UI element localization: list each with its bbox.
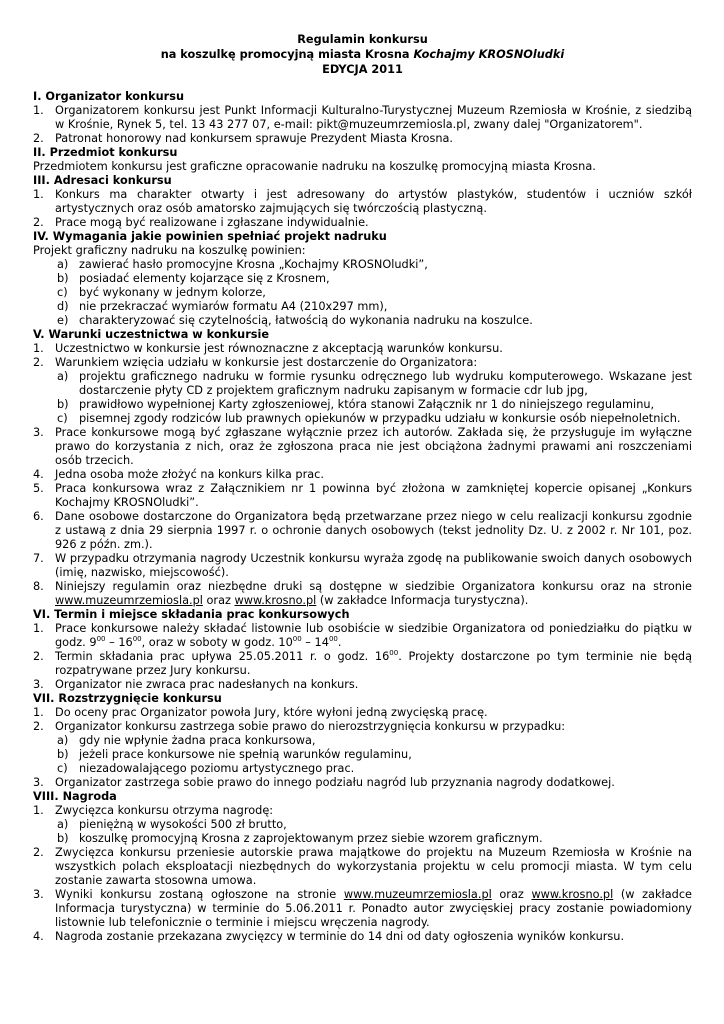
list-item: 7. W przypadku otrzymania nagrody Uczestnik konkursu wyraża zgodę na publikowanie swoich danych osobowych (imię, nazwisko, miejscowość). — [33, 552, 692, 579]
list-item: 2. Warunkiem wzięcia udziału w konkursie jest dostarczenie do Organizatora: — [33, 356, 478, 369]
section-7-list-continued — [33, 776, 692, 790]
section-heading-4: IV. Wymagania jakie powinien spełniać projekt nadruku — [33, 230, 387, 243]
section-heading-8: VIII. Nagroda — [33, 790, 117, 803]
list-item: 1. Organizatorem konkursu jest Punkt Informacji Kulturalno-Turystycznej Muzeum Rzemiosła w Krośnie, z siedzibą w Krośnie, Rynek 5, tel. 13 43 277 07, e-mail: pikt@muzeumrzemiosla.pl, zwany dalej "Organizatorem". — [33, 104, 692, 131]
list-item: a) projektu graficznego nadruku w formie rysunku odręcznego lub wydruku komputerowego. Wskazane jest dostarczenie płyty CD z projektem graficznym nadruku zapisanym w formacie cdr lub jpg, — [57, 370, 692, 397]
section-6-list — [33, 622, 692, 692]
list-item: 1. Uczestnictwo w konkursie jest równoznaczne z akceptacją warunków konkursu. — [33, 342, 503, 355]
list-item: a) gdy nie wpłynie żadna praca konkursowa, — [57, 734, 316, 747]
museum-website-link[interactable]: www.muzeumrzemiosla.pl — [343, 888, 492, 901]
list-item: b) prawidłowo wypełnionej Karty zgłoszeniowej, która stanowi Załącznik nr 1 do niniejszego regulaminu, — [57, 398, 655, 411]
list-item: 1. Prace konkursowe należy składać listownie lub osobiście w siedzibie Organizatora od poniedziałku do piątku w godz. $9^{00} - 16^{00}$, oraz w soboty w godz. $10^{00} - 14^{00}$. — [33, 622, 692, 649]
krosno-website-link[interactable]: www.krosno.pl — [531, 888, 614, 901]
section-4-intro: Projekt graficzny nadruku na koszulkę powinien: — [33, 244, 306, 257]
section-5-list — [33, 342, 692, 370]
list-item: 1. Zwycięzca konkursu otrzyma nagrodę: — [33, 804, 274, 817]
list-item: 3. Wyniki konkursu zostaną ogłoszone na stronie www.muzeumrzemiosla.pl oraz www.krosno.pl (w zakładce Informacja turystyczna) w terminie do 5.06.2011 r. Ponadto autor zwycięskiej pracy zostanie powiadomiony listownie lub telefonicznie o terminie i miejscu wręczenia nagrody. — [33, 888, 692, 929]
section-3-list — [33, 188, 692, 230]
section-7-sublist — [33, 734, 692, 776]
list-item: c) być wykonany w jednym kolorze, — [57, 286, 266, 299]
list-item: 1. Konkurs ma charakter otwarty i jest adresowany do artystów plastyków, studentów i uczniów szkół artystycznych oraz osób amatorsko zajmujących się twórczością plastyczną. — [33, 188, 692, 215]
list-item: 2. Zwycięzca konkursu przeniesie autorskie prawa majątkowe do projektu na Muzeum Rzemiosła w Krośnie na wszystkich polach eksploatacji niezbędnych do wykorzystania projektu w celu promocji miasta. W tym celu zostanie zawarta stosowna umowa. — [33, 846, 692, 887]
list-item: 8. Niniejszy regulamin oraz niezbędne druki są dostępne w siedzibie Organizatora konkursu oraz na stronie www.muzeumrzemiosla.pl oraz www.krosno.pl (w zakładce Informacja turystyczna). — [33, 580, 692, 607]
list-item: 4. Jedna osoba może złożyć na konkurs kilka prac. — [33, 468, 324, 481]
list-item: b) koszulkę promocyjną Krosna z zaprojektowanym przez siebie wzorem graficznym. — [57, 832, 543, 845]
list-item: 5. Praca konkursowa wraz z Załącznikiem nr 1 powinna być złożona w zamkniętej kopercie opisanej „Konkurs Kochajmy KROSNOludki”. — [33, 482, 692, 509]
section-heading-1: I. Organizator konkursu — [33, 90, 184, 103]
section-5-sublist — [33, 370, 692, 426]
section-2-text: Przedmiotem konkursu jest graficzne opracowanie nadruku na koszulkę promocyjną miasta Krosna. — [33, 160, 596, 173]
list-item: 2. Termin składania prac upływa 25.05.2011 r. o godz. $16^{00}$. Projekty dostarczone po tym terminie nie będą rozpatrywane przez Jury konkursu. — [33, 649, 692, 677]
list-item: b) posiadać elementy kojarzące się z Krosnem, — [57, 272, 330, 285]
list-item: 1. Do oceny prac Organizator powoła Jury, które wyłoni jedną zwycięską pracę. — [33, 706, 488, 719]
list-item: 6. Dane osobowe dostarczone do Organizatora będą przetwarzane przez niego w celu realizacji konkursu zgodnie z ustawą z dnia 29 sierpnia 1997 r. o ochronie danych osobowych (tekst jednolity Dz. U. z 2002 r. Nr 101, poz. 926 z późn. zm.). — [33, 510, 692, 551]
section-heading-7: VII. Rozstrzygnięcie konkursu — [33, 692, 222, 705]
section-heading-6: VI. Termin i miejsce składania prac konkursowych — [33, 608, 350, 621]
section-7-list — [33, 706, 692, 734]
museum-website-link[interactable]: www.muzeumrzemiosla.pl — [55, 594, 203, 607]
section-heading-2: II. Przedmiot konkursu — [33, 146, 178, 159]
section-8-list — [33, 804, 692, 818]
list-item: a) zawierać hasło promocyjne Krosna „Kochajmy KROSNOludki”, — [57, 258, 428, 271]
list-item: d) nie przekraczać wymiarów formatu A4 (210x297 mm), — [57, 300, 388, 313]
list-item: e) charakteryzować się czytelnością, łatwością do wykonania nadruku na koszulce. — [57, 314, 533, 327]
section-4-list — [33, 258, 692, 328]
section-heading-3: III. Adresaci konkursu — [33, 174, 172, 187]
list-item: c) niezadowalającego poziomu artystycznego prac. — [57, 762, 355, 775]
section-heading-5: V. Warunki uczestnictwa w konkursie — [33, 328, 270, 341]
list-item: b) jeżeli prace konkursowe nie spełnią warunków regulaminu, — [57, 748, 412, 761]
title-line-2: na koszulkę promocyjną miasta Krosna Kochajmy KROSNOludki — [160, 48, 565, 61]
list-item: 2. Patronat honorowy nad konkursem sprawuje Prezydent Miasta Krosna. — [33, 132, 454, 145]
list-item: 3. Organizator nie zwraca prac nadesłanych na konkurs. — [33, 678, 359, 691]
list-item: a) pieniężną w wysokości 500 zł brutto, — [57, 818, 287, 831]
list-item: c) pisemnej zgody rodziców lub prawnych opiekunów w przypadku udziału w konkursie osób niepełnoletnich. — [57, 412, 681, 425]
section-1-list — [33, 104, 692, 146]
section-8-sublist — [33, 818, 692, 846]
title-line-3: EDYCJA 2011 — [322, 63, 403, 76]
list-item: 2. Prace mogą być realizowane i zgłaszane indywidualnie. — [33, 216, 369, 229]
section-8-list-continued — [33, 846, 692, 944]
krosno-website-link[interactable]: www.krosno.pl — [234, 594, 317, 607]
title-line-1: Regulamin konkursu — [297, 33, 428, 46]
list-item: 4. Nagroda zostanie przekazana zwycięzcy w terminie do 14 dni od daty ogłoszenia wyników konkursu. — [33, 930, 625, 943]
list-item: 3. Prace konkursowe mogą być zgłaszane wyłącznie przez ich autorów. Zakłada się, że przysługuje im wyłączne prawo do korzystania z nich, oraz że zgłoszona praca nie jest obciążona żadnymi prawami ani roszczeniami osób trzecich. — [33, 426, 692, 467]
section-5-list-continued — [33, 426, 692, 608]
document-title — [33, 32, 692, 77]
list-item: 2. Organizator konkursu zastrzega sobie prawo do nierozstrzygnięcia konkursu w przypadku: — [33, 720, 566, 733]
list-item: 3. Organizator zastrzega sobie prawo do innego podziału nagród lub przyznania nagrody dodatkowej. — [33, 776, 615, 789]
